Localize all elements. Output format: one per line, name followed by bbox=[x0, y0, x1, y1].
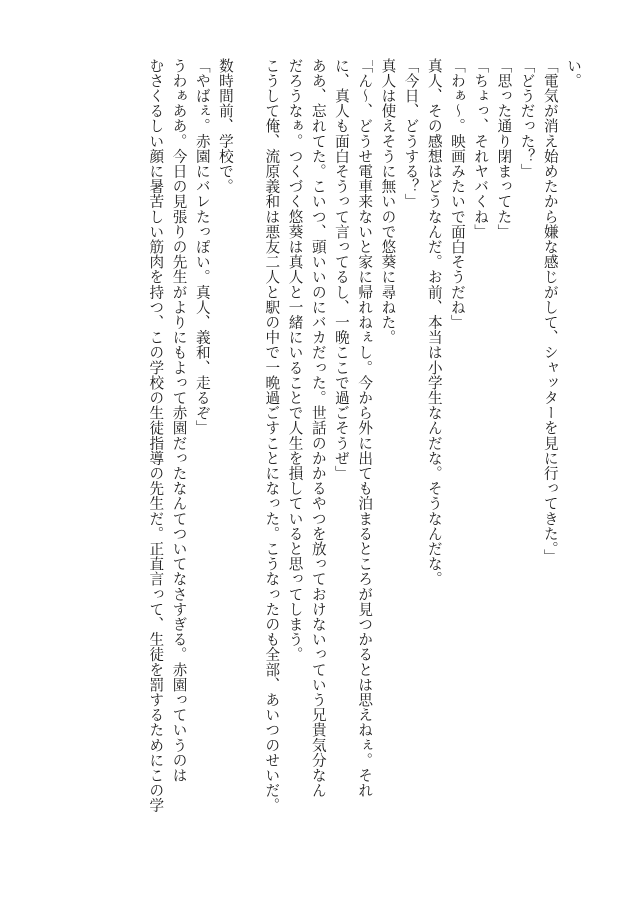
text-line: こうして俺、流原義和は悪友二人と駅の中で一晩過ごすことになった。こうなったのも全部、あいつのせいだ。 bbox=[263, 58, 281, 813]
text-line: だろうなぁ。つくづく悠葵は真人と一緒にいることで人生を損していると思ってしまう。 bbox=[286, 58, 304, 662]
text-line: 「思った通り閉まってた」 bbox=[495, 58, 513, 240]
text-line: に、真人も面白そうって言ってるし、一晩ここで過ごそうぜ」 bbox=[332, 58, 350, 481]
text-line: 「ちょっ、それヤバくね」 bbox=[472, 58, 490, 240]
text-line: 「どうだった？」 bbox=[518, 58, 536, 179]
text-line: 「やばぇ。赤園にバレたっぽい。真人、義和、走るぞ」 bbox=[193, 58, 211, 436]
text-line: 数時間前、学校で。 bbox=[216, 58, 234, 194]
text-line: ああ、忘れてた。こいつ、頭いいのにバカだった。世話のかかるやつを放っておけないっていう兄貴気分なん bbox=[309, 58, 327, 798]
text-line: い。 bbox=[565, 58, 582, 89]
scene-break bbox=[237, 58, 260, 848]
text-line: 真人は使えそうに無いので悠葵に尋ねた。 bbox=[379, 58, 397, 345]
text-line: 真人、その感想はどうなんだ。お前、本当は小学生なんだな。そうなんだな。 bbox=[425, 58, 443, 587]
text-line: 「わぁ～。映画みたいで面白そうだね」 bbox=[448, 58, 466, 330]
text-line: 「ん～、どうせ電車来ないと家に帰れねぇし。今から外に出ても泊まるところが見つかるとは思えねぇ。それ bbox=[356, 58, 374, 798]
text-line: 「今日、どうする？」 bbox=[402, 58, 420, 209]
vertical-text-body bbox=[144, 58, 585, 848]
text-line: うわぁああ。今日の見張りの先生がよりにもよって赤園だったなんてついてなさすぎる。赤園っていうのは bbox=[170, 58, 188, 783]
text-line: 「電気が消え始めたから嫌な感じがして、シャッターを見に行ってきた。」 bbox=[541, 58, 559, 565]
text-line: むさくるしい顔に暑苦しい筋肉を持つ、この学校の生徒指導の先生だ。正直言って、生徒を罰するためにこの学 bbox=[147, 58, 165, 813]
